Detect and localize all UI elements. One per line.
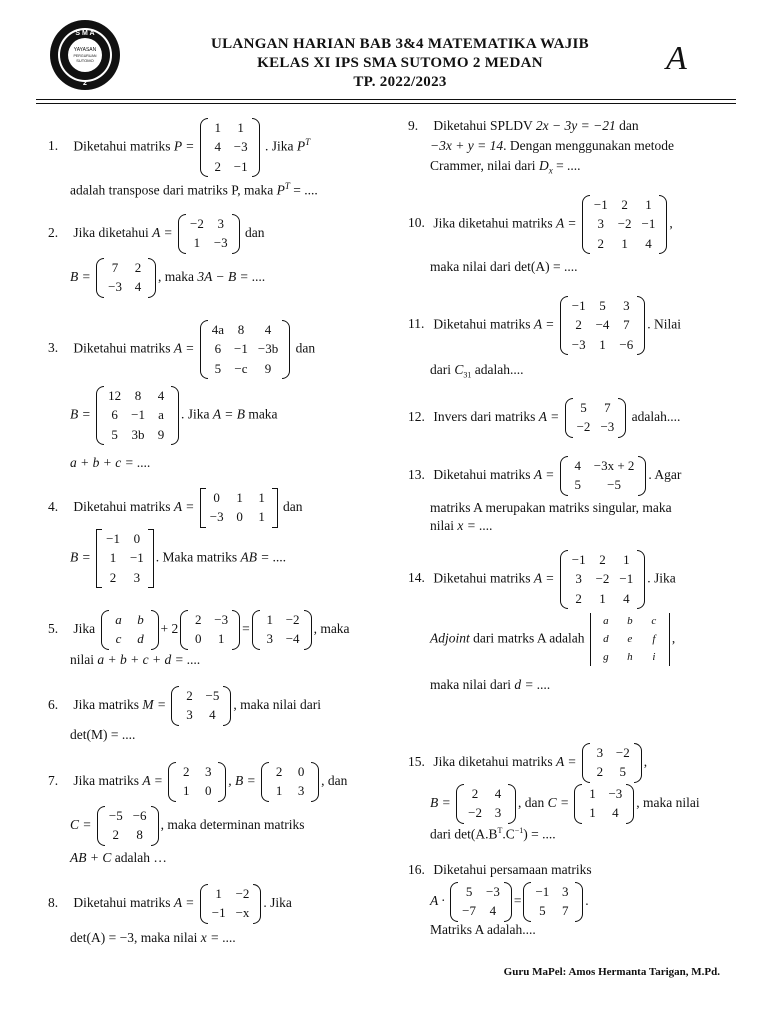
question-text: = .... [556,158,581,173]
matrix-label: B = [430,794,451,810]
question-8-line2 [70,930,236,947]
math-expression: det(A.B [454,826,498,842]
question-text: maka [248,406,278,422]
matrix-a: −2 3 1 −3 [178,214,240,254]
svg-text:2: 2 [83,80,87,87]
matrix-label: A = [555,215,577,231]
question-10-line2 [430,259,577,276]
math-expression: a + b + c + d = .... [97,652,201,667]
question-text: Jika matriks [73,772,139,788]
question-text: dari matrks A adalah [473,630,585,646]
question-text: , maka nilai [133,930,198,945]
question-text: Diketahui matriks [73,498,171,514]
question-text: , dan [321,772,348,788]
question-text: adalah … [114,850,167,865]
math-expression: 3A − B = .... [197,268,266,284]
question-number: 15. [408,753,425,769]
question-15-line3 [430,826,556,843]
matrix-a: 0 1 1 −3 0 1 [200,488,278,528]
question-text: Adjoint [430,630,470,646]
math-expression: det(A) = .... [514,259,578,274]
matrix-b: 2 4 −2 3 [456,784,516,824]
question-text: maka nilai dari [430,677,511,692]
question-text: . [585,892,589,908]
matrix-label: P [276,182,285,198]
question-16-line3 [430,922,536,939]
question-16-line2 [430,882,589,922]
question-text: dari [430,826,451,842]
math-expression: det(A) = −3 [70,930,134,945]
matrix-a: −1 2 1 3 −2 −1 2 1 4 [582,195,668,254]
question-text: Diketahui matriks [433,316,531,332]
header-divider [36,99,736,100]
matrix-label: M = [142,696,167,712]
matrix-b: 12 8 4 6 −1 a 5 3b 9 [96,386,179,445]
question-number: 10. [408,215,425,231]
question-text: Matriks A adalah.... [430,922,536,937]
matrix-label: A = [533,316,555,332]
question-text: . Jika [647,570,676,586]
matrix-label: A = [555,753,577,769]
svg-text:S M A: S M A [75,30,95,37]
matrix-p: 1 1 4 −3 2 −1 [200,118,260,177]
question-13 [408,456,681,496]
question-text: Jika diketahui matriks [433,215,553,231]
math-expression: ) = .... [523,826,556,842]
math-expression: x = .... [457,518,493,533]
math-operator: = [513,892,522,908]
question-2 [48,214,265,254]
question-text: . Agar [648,466,682,482]
question-7-line2 [70,806,305,846]
question-text: . Nilai [647,316,682,332]
header-title: ULANGAN HARIAN BAB 3&4 MATEMATIKA WAJIB [211,36,589,52]
question-number: 12. [408,408,425,424]
question-6-line2 [70,727,135,744]
question-text: . Jika [263,894,292,910]
matrix-label: C = [547,794,570,810]
superscript: T [497,826,503,835]
question-text: Diketahui matriks [433,466,531,482]
matrix-label: C = [70,816,92,832]
matrix-label: A = [173,340,195,356]
svg-text:PERGURUAN: PERGURUAN [73,54,97,58]
matrix-b: 7 2 −3 4 [96,258,156,298]
math-expression: AB + C [70,850,112,865]
question-11 [408,296,681,355]
question-text: , dan [517,794,545,810]
question-number: 9. [408,118,419,133]
matrix-label: P [296,138,306,154]
question-text: Diketahui SPLDV [433,118,533,133]
math-expression: a + b + c = .... [70,455,151,470]
matrix-a: 2 3 1 0 [168,762,226,802]
question-5 [48,610,350,650]
matrix-label: B = [70,549,91,565]
question-number: 1. [48,138,59,154]
question-text: , maka [313,620,350,636]
matrix-b: −1 0 1 −1 2 3 [96,529,154,588]
question-number: 5. [48,620,59,636]
question-text: , [669,215,673,231]
school-logo [48,18,122,92]
question-5-line2 [70,652,201,669]
question-11-line2 [430,362,524,381]
question-text: Jika diketahui matriks [433,753,553,769]
matrix-label: A · [430,892,445,908]
question-text: Diketahui matriks [73,340,171,356]
question-number: 3. [48,340,59,356]
question-text: . Dengan menggunakan metode [503,138,675,153]
question-3-line3 [70,455,151,472]
question-15-line2 [430,784,700,824]
matrix-label: A = [533,466,555,482]
question-9-line3: Crammer, nilai dari $D_x$ = .... [430,158,581,176]
matrix-3: 1 −2 3 −4 [252,610,312,650]
question-13-line3 [430,518,493,535]
question-number: 14. [408,570,425,586]
question-6 [48,686,321,726]
question-text: dan [295,340,316,356]
question-number: 8. [48,894,59,910]
teacher-signature: Guru MaPel: Amos Hermanta Tarigan, M.Pd. [503,966,720,978]
question-3 [48,320,315,379]
question-2-line2 [70,258,266,298]
matrix-label: , B = [228,772,256,788]
question-text: , maka nilai dari [233,696,322,712]
question-number: 13. [408,466,425,482]
math-expression: .C [502,826,515,842]
math-expression: −3x + y = 14 [430,138,504,153]
math-expression: C [454,362,464,377]
header-divider-thin [36,103,736,104]
question-text: . Jika [264,138,294,154]
question-10 [408,195,673,254]
matrix-label: A = [533,570,555,586]
matrix-1: 5 −3 −7 4 [450,882,512,922]
question-14 [408,550,676,609]
matrix-label: P = [173,138,195,154]
question-text: Jika matriks [73,696,139,712]
question-text: maka nilai dari [430,259,511,274]
question-text: adalah transpose dari matriks P, maka [70,182,274,198]
matrix-label: A = [173,498,195,514]
matrix-m: 2 −5 3 4 [171,686,231,726]
matrix-a: 1 −2 −1 −x [200,884,262,924]
question-number: 16. [408,862,425,877]
question-text: , maka nilai [636,794,700,810]
question-text: dari [430,362,451,377]
math-expression: D [538,158,549,173]
svg-text:SUTOMO: SUTOMO [76,58,94,63]
question-16 [408,862,592,879]
matrix-a: −1 2 1 3 −2 −1 2 1 4 [560,550,646,609]
matrix-a: −1 5 3 2 −4 7 −3 1 −6 [560,296,646,355]
svg-text:YAYASAN: YAYASAN [73,47,97,53]
question-7-line3 [70,850,167,867]
matrix-a: 3 −2 2 5 [582,743,642,783]
header-class: KELAS XI IPS SMA SUTOMO 2 MEDAN [257,55,543,71]
matrix-label: A = [538,408,560,424]
math-expression: AB = .... [240,549,287,565]
question-9 [408,118,639,135]
matrix-label: A = [173,894,195,910]
question-text: matriks A merupakan matriks singular, maka [430,500,672,515]
question-1-line2: adalah transpose dari matriks P, maka $P^T$ = .... [70,181,318,198]
superscript: −1 [514,826,524,835]
matrix-label: A = [142,772,163,788]
question-text: Jika [73,620,96,636]
question-text: nilai [430,518,454,533]
question-3-line2 [70,386,278,445]
question-number: 4. [48,498,59,514]
question-text: , maka determinan matriks [160,816,305,832]
question-text: Invers dari matriks [433,408,536,424]
matrix-abcd: a b c d [101,610,159,650]
question-text: Diketahui persamaan matriks [433,862,592,877]
matrix-c: 1 −3 1 4 [574,784,634,824]
question-text: Diketahui matriks [433,570,531,586]
question-text: nilai [70,652,94,667]
question-8 [48,884,292,924]
question-text: Diketahui matriks [73,138,171,154]
question-text: . Jika [180,406,210,422]
question-12 [408,398,680,438]
question-number: 11. [408,316,425,332]
matrix-label: B = [70,268,91,284]
question-13-line2 [430,500,672,517]
question-text: , [643,753,648,769]
question-number: 2. [48,224,59,240]
question-number: 6. [48,696,59,712]
math-expression: x = .... [200,930,237,945]
question-9-line2 [430,138,674,155]
matrix-a: 4a 8 4 6 −1 −3b 5 −c 9 [200,320,290,379]
question-text: Diketahui matriks [73,894,171,910]
question-14-line2: Adjoint dari matrks A adalah a b c d e f g h i , [430,613,675,666]
question-text: dan [245,224,265,240]
question-text: dan [282,498,303,514]
question-text: dan [619,118,639,133]
math-expression: det(M) = .... [70,727,136,742]
math-operator: + 2 [160,620,179,636]
math-operator: = [242,620,250,636]
question-7 [48,762,347,802]
version-label: A [666,40,687,77]
question-text: adalah.... [474,362,524,377]
math-expression: 2x − 3y = −21 [535,118,616,133]
question-14-line3 [430,677,550,694]
question-text: , maka [157,268,194,284]
question-text: adalah.... [631,408,681,424]
math-expression: d = .... [514,677,551,692]
matrix-label: B = [70,406,91,422]
question-text: Crammer, nilai dari [430,158,536,173]
subscript: 31 [463,370,472,380]
question-text: = .... [293,182,318,198]
question-4-line2 [70,529,286,588]
question-text: . Maka matriks [155,549,238,565]
question-15 [408,743,647,783]
question-1: 1. Diketahui matriks P = 1 1 4 −3 2 −1 . Jika $P^T$ [48,118,310,177]
question-text: Jika diketahui [73,224,149,240]
matrix-c: −5 −6 2 8 [97,806,159,846]
matrix-2: −1 3 5 7 [523,882,583,922]
matrix-label: A = [152,224,173,240]
matrix-a: 5 7 −2 −3 [565,398,627,438]
question-4 [48,488,302,528]
matrix-a: 4 −3x + 2 5 −5 [560,456,647,496]
matrix-adjoint: a b c d e f g h i [590,613,670,666]
header-year: TP. 2022/2023 [353,74,447,90]
question-number: 7. [48,772,59,788]
math-expression: A = B [212,406,245,422]
matrix-b: 2 0 1 3 [261,762,319,802]
matrix-2: 2 −3 0 1 [180,610,240,650]
